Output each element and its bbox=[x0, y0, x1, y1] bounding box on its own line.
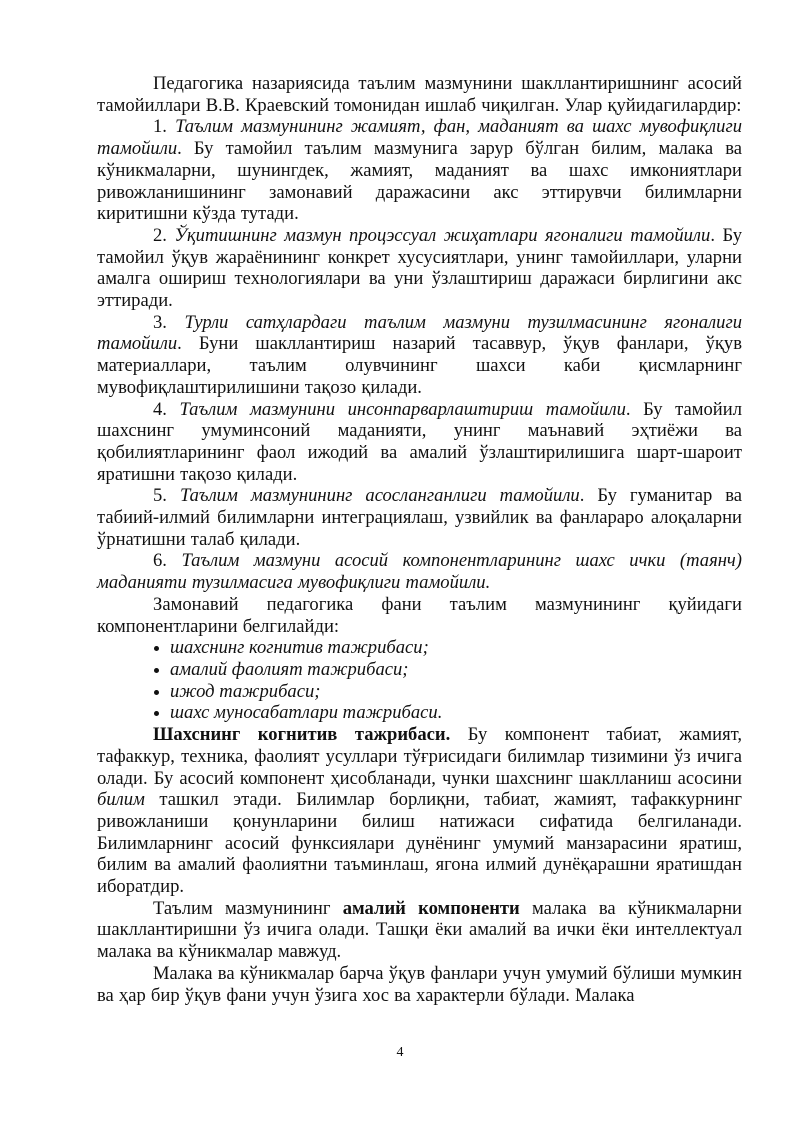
bullet-icon bbox=[154, 668, 159, 673]
principle-1 bbox=[97, 116, 742, 225]
principle-2 bbox=[97, 225, 742, 312]
bullet-icon bbox=[154, 646, 159, 651]
paragraph-text: Таълим мазмунининг bbox=[153, 897, 343, 919]
list-item bbox=[154, 637, 742, 659]
section-heading: Шахснинг когнитив тажрибаси. bbox=[153, 724, 451, 746]
principle-text: . Бу тамойил таълим мазмунига зарур бўлган билим, малака ва кўникмаларни, шунингдек, жамият, маданият ва шахс имкониятлари ривожланишининг замонавий даражасини акс эттирувчи билимларни киритишни кўзда тутади. bbox=[97, 138, 742, 225]
principle-number: 2. bbox=[153, 224, 167, 246]
paragraph-components: Замонавий педагогика фани таълим мазмунининг қуйидаги компонентларини белгилайди: bbox=[97, 593, 742, 637]
principle-title: Таълим мазмунини инсонпарварлаштириш тамойили bbox=[179, 398, 626, 420]
bullet-icon bbox=[154, 690, 159, 695]
page-number: 4 bbox=[396, 1045, 404, 1060]
principle-number: 1. bbox=[153, 116, 167, 138]
paragraph-cognitive bbox=[97, 724, 742, 898]
paragraph-text: Бу компонент табиат, жамият, тафаккур, техника, фаолият усуллари тўғрисидаги билимлар тизимини ўз ичига олади. Бу асосий компонент ҳисобланади, чунки шахснинг шаклланиш асосини bbox=[97, 724, 742, 789]
paragraph-skills: Малака ва кўникмалар барча ўқув фанлари учун умумий бўлиши мумкин ва ҳар бир ўқув фани учун ўзига хос ва характерли бўлади. Малака bbox=[97, 962, 742, 1006]
principle-number: 6. bbox=[153, 550, 167, 572]
emphasis-text: билим bbox=[97, 789, 145, 811]
paragraph-intro: Педагогика назариясида таълим мазмунини шакллантиришнинг асосий тамойиллари В.В. Краевский томонидан ишлаб чиқилган. Улар қуйидагилардир: bbox=[97, 73, 742, 116]
principle-6 bbox=[97, 550, 742, 593]
principle-5 bbox=[97, 485, 742, 550]
list-item-text: амалий фаолият тажрибаси; bbox=[170, 658, 409, 680]
document-body bbox=[97, 73, 742, 1006]
principle-text: . Бу тамойил ўқув жараёнининг конкрет хусусиятлари, унинг тамойиллари, уларни амалга ошириш технологиялари ва уни ўзлаштириш даражаси бирлигини акс эттиради. bbox=[97, 224, 742, 312]
principle-number: 4. bbox=[153, 398, 167, 420]
principle-text: . Бу тамойил шахснинг умуминсоний маданияти, унинг маънавий эҳтиёжи ва қобилиятларининг фаол ижодий ва амалий ўзлаштирилишига шарт-шароит яратишни тақозо қилади. bbox=[97, 398, 742, 485]
list-item-text: шахснинг когнитив тажрибаси; bbox=[170, 637, 429, 659]
principle-number: 5. bbox=[153, 485, 167, 507]
paragraph-practical bbox=[97, 898, 742, 963]
list-item-text: шахс муносабатлари тажрибаси. bbox=[170, 702, 443, 724]
principle-text: . Буни шакллантириш назарий тасаввур, ўқув фанлари, ўқув материаллари, таълим олувчининг шахси каби қисмларнинг мувофиқлаштирилишини тақозо қилади. bbox=[97, 333, 742, 398]
list-item bbox=[154, 702, 742, 724]
paragraph-text: малака ва кўникмаларни шакллантиришни ўз ичига олади. Ташқи ёки амалий ва ички ёки интеллектуал малака ва кўникмалар мавжуд. bbox=[97, 897, 742, 963]
principle-4 bbox=[97, 399, 742, 486]
list-item-text: ижод тажрибаси; bbox=[170, 680, 321, 702]
principle-title: Ўқитишнинг мазмун процэссуал жиҳатлари ягоналиги тамойили bbox=[174, 224, 711, 246]
list-item bbox=[154, 681, 742, 703]
principle-title: Таълим мазмунининг асосланганлиги тамойили bbox=[179, 485, 580, 507]
bold-term: амалий компоненти bbox=[342, 897, 520, 919]
principle-title: Турли сатҳлардаги таълим мазмуни тузилмасининг ягоналиги тамойили bbox=[97, 311, 742, 355]
components-list bbox=[97, 637, 742, 724]
paragraph-text: ташкил этади. Билимлар борлиқни, табиат, жамият, тафаккурнинг ривожланиши қонунларини билиш натижаси сифатида белгиланади. Билимларнинг асосий функсиялари дунёнинг умумий манзарасини яратиш, билим ва амалий фаолиятни таъминлаш, ягона илмий дунёқарашни яратишдан иборатдир. bbox=[97, 789, 742, 898]
principle-3 bbox=[97, 312, 742, 399]
bullet-icon bbox=[154, 711, 159, 716]
principle-text: . Бу гуманитар ва табиий-илмий билимларни интеграциялаш, узвийлик ва фанлараро алоқаларни ўрнатишни талаб қилади. bbox=[97, 485, 743, 550]
principle-title: Таълим мазмуни асосий компонентларининг шахс ички (таянч) маданияти тузилмасига мувофиқлиги тамойили. bbox=[97, 550, 742, 594]
principle-number: 3. bbox=[153, 311, 167, 333]
list-item bbox=[154, 659, 742, 681]
principle-title: Таълим мазмунининг жамият, фан, маданият ва шахс мувофиқлиги тамойили bbox=[97, 116, 742, 160]
